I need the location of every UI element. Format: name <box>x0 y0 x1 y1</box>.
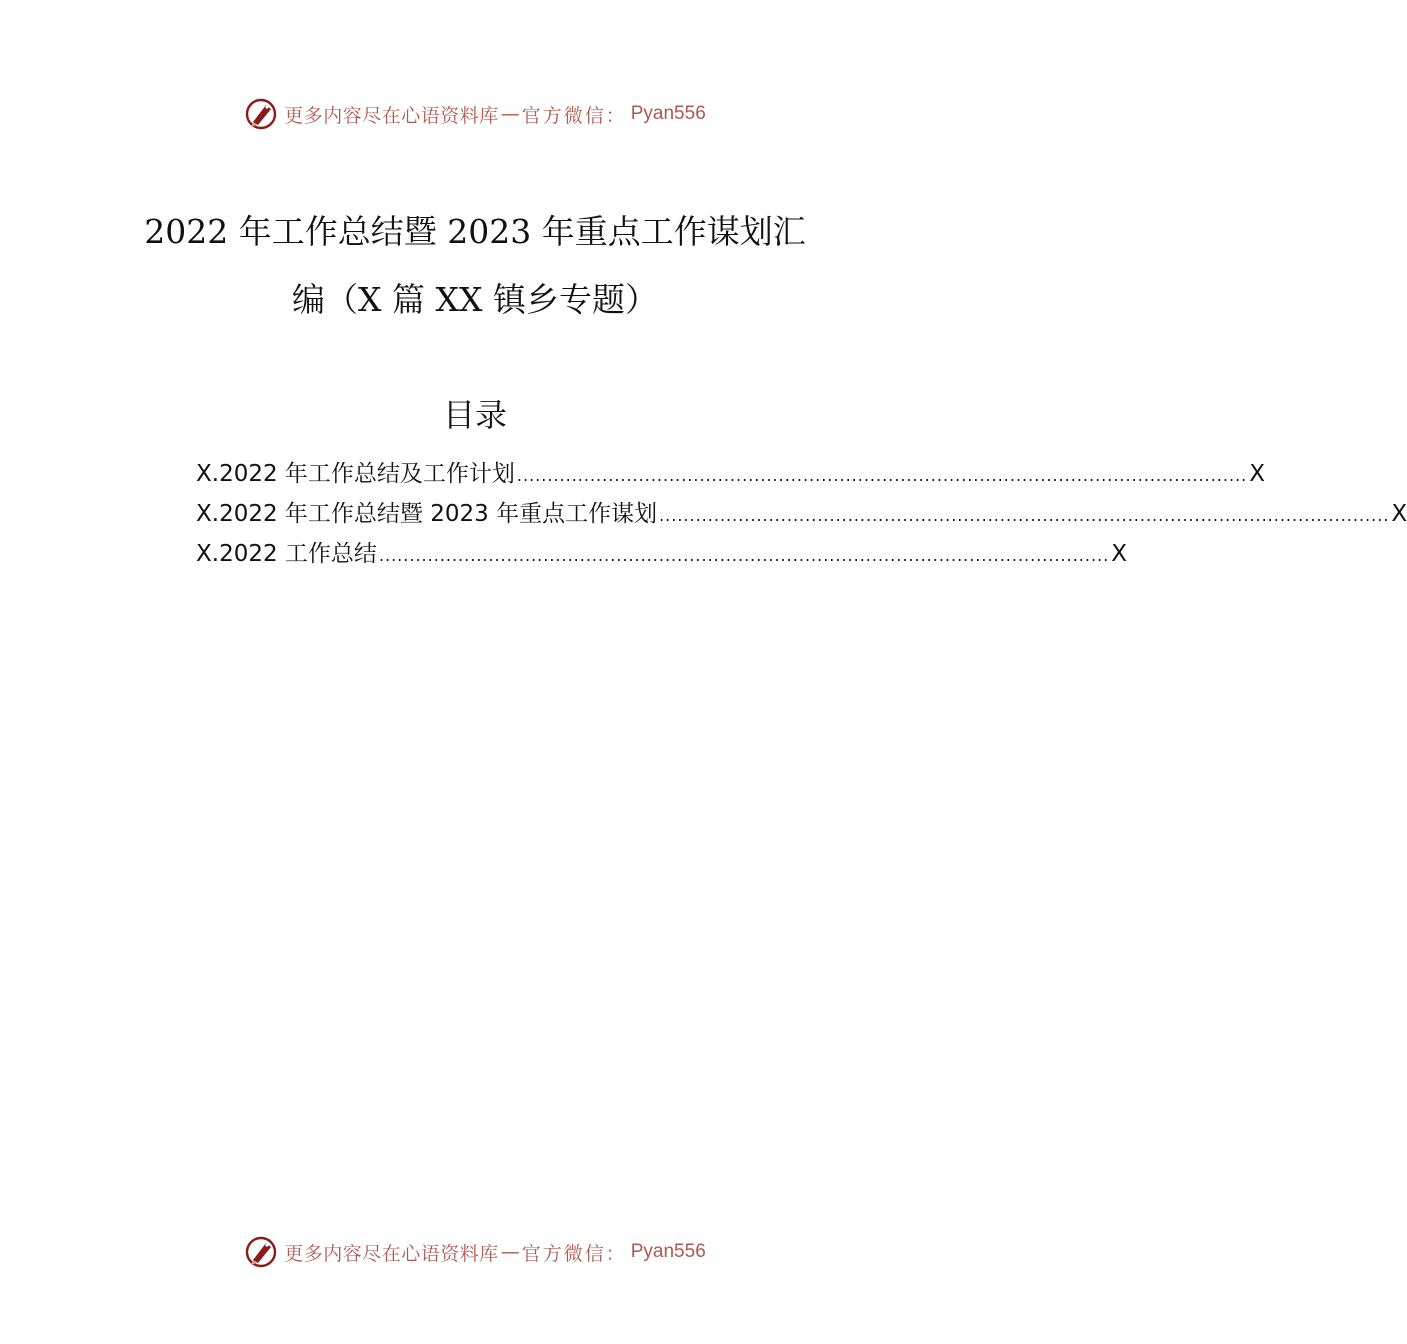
banner-slogan: 更多内容尽在心语资料库 <box>284 1242 499 1265</box>
table-of-contents <box>196 454 1407 574</box>
toc-leader-dots: ........................................................................................................................ <box>378 546 1110 565</box>
toc-entry-page: X <box>1249 461 1265 487</box>
pen-logo-icon <box>244 1235 278 1269</box>
banner-wechat-label: 官方微信： <box>521 104 627 127</box>
document-title-line-1: 2022 年工作总结暨 2023 年重点工作谋划汇 <box>144 212 806 251</box>
toc-entry-label: X.2022 工作总结 <box>196 541 377 567</box>
header-banner <box>0 94 950 134</box>
document-title-line-2: 编（X 篇 XX 镇乡专题） <box>292 280 658 319</box>
toc-entry-page: X <box>1111 541 1127 567</box>
banner-slogan: 更多内容尽在心语资料库 <box>284 104 499 127</box>
toc-entry-label: X.2022 年工作总结及工作计划 <box>196 461 515 487</box>
banner-wechat-id: Pyan556 <box>630 1241 706 1262</box>
toc-entry-label: X.2022 年工作总结暨 2023 年重点工作谋划 <box>196 501 658 527</box>
toc-heading: 目录 <box>442 396 507 434</box>
pen-logo-icon <box>244 97 278 131</box>
toc-entry[interactable] <box>196 454 1265 494</box>
banner-separator: — <box>500 103 520 125</box>
toc-entry[interactable] <box>196 494 1407 534</box>
toc-leader-dots: ........................................................................................................................ <box>516 466 1248 485</box>
banner-wechat-id: Pyan556 <box>630 103 706 124</box>
toc-entry-page: X <box>1391 501 1407 527</box>
banner-wechat-label: 官方微信： <box>521 1242 627 1265</box>
toc-entry[interactable] <box>196 534 1127 574</box>
footer-banner <box>0 1232 950 1272</box>
banner-separator: — <box>500 1241 520 1263</box>
toc-leader-dots: ........................................................................................................................ <box>659 506 1390 525</box>
